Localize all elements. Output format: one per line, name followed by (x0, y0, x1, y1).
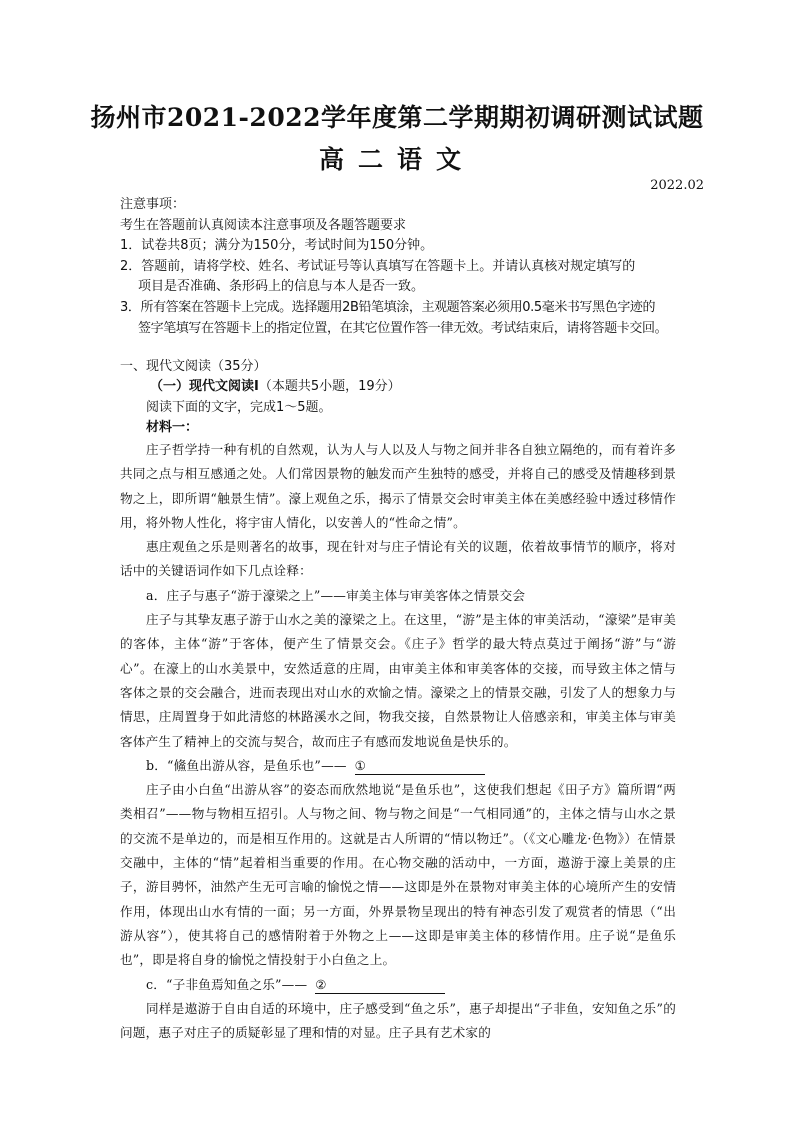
answer-blank-2: ② (315, 977, 445, 994)
notice-intro: 考生在答题前认真阅读本注意事项及各题答题要求 (120, 217, 407, 233)
sub-section-heading (150, 377, 401, 397)
passage-paragraph-2: 惠庄观鱼之乐是则著名的故事，现在针对与庄子情论有关的议题，依着故事情节的顺序，将对话中的关键语词作如下几点诠释： (120, 539, 676, 579)
exam-date: 2022.02 (650, 178, 704, 193)
exam-title: 扬州市2021-2022学年度第二学期期初调研测试试题 (90, 103, 704, 132)
passage-point-c (120, 973, 676, 997)
passage-paragraph-4: 庄子由小白鱼“出游从容”的姿态而欣然地说“是鱼乐也”，这使我们想起《田子方》篇所谓“两类相召”——物与物相互招引。人与物之间、物与物之间是“一气相同通”的，主体之情与山水之景的交流不是单边的，而是相互作用的。这就是古人所谓的“情以物迁”。（《文心雕龙·色物》）在情景交融中，主体的“情”起着相当重要的作用。在心物交融的活动中，一方面，遨游于濠上美景的庄子，游目骋怀，油然产生无可言喻的愉悦之情——这即是外在景物对审美主体的心境所产生的安情作用，体现出山水有情的一面；另一方面，外界景物呈现出的特有神态引发了观赏者的情思（“出游从容”），使其将自己的感情附着于外物之上——这即是审美主体的移情作用。庄子说“是鱼乐也”，即是将自身的愉悦之情投射于小白鱼之上。 (120, 782, 676, 968)
notice-item-2-cont: 项目是否准确、条形码上的信息与本人是否一致。 (138, 279, 425, 295)
passage-point-c-text: c．“子非鱼焉知鱼之乐”—— (146, 976, 308, 992)
reading-instruction: 阅读下面的文字，完成1～5题。 (146, 400, 332, 415)
passage-point-b-text: b．“鯈鱼出游从容，是鱼乐也”—— (146, 757, 347, 773)
sub-section-note: （本题共5小题，19分） (258, 379, 401, 394)
notice-item-2 (120, 257, 680, 298)
answer-blank-1: ① (355, 758, 485, 775)
passage-point-a: a．庄子与惠子“游于濠梁之上”——审美主体与审美客体之情景交会 (146, 587, 526, 603)
section-heading: 一、现代文阅读（35分） (120, 359, 267, 374)
material-label: 材料一： (146, 420, 199, 435)
notice-item-3-text: 3．所有答案在答题卡上完成。选择题用2B铅笔填涂，主观题答案必须用0.5毫米书写黑色字迹的 (120, 299, 656, 315)
notice-item-3 (120, 298, 680, 339)
notice-item-2-text: 2．答题前，请将学校、姓名、考试证号等认真填写在答题卡上。并请认真核对规定填写的 (120, 258, 636, 274)
passage-paragraph-3: 庄子与其挚友惠子游于山水之美的濠梁之上。在这里，“游”是主体的审美活动，“濠梁”是审美的客体，主体“游”于客体，便产生了情景交会。《庄子》哲学的最大特点莫过于阐扬“游”与“游心”。在濠上的山水美景中，安然适意的庄周，由审美主体和审美客体的交接，而导致主体之情与客体之景的交会融合，进而表现出对山水的欢愉之情。濠梁之上的情景交融，引发了人的想象力与情思，庄周置身于如此清悠的林路溪水之间，物我交接，自然景物让人倍感亲和，审美主体与审美客体产生了精神上的交流与契合，故而庄子有感而发地说鱼是快乐的。 (120, 612, 676, 749)
sub-section-title: （一）现代文阅读Ⅰ (150, 379, 259, 394)
notice-item-3-cont: 签字笔填写在答题卡上的指定位置，在其它位置作答一律无效。考试结束后，请将答题卡交回。 (138, 320, 668, 336)
passage-paragraph-1: 庄子哲学持一种有机的自然观，认为人与人以及人与物之间并非各自独立隔绝的，而有着许多共同之点与相互感通之处。人们常因景物的触发而产生独特的感受，并将自己的感受及情趣移到景物之上，即所谓“触景生情”。濠上观鱼之乐，揭示了情景交会时审美主体在美感经验中透过移情作用，将外物人性化，将宇宙人情化，以安善人的“性命之情”。 (120, 442, 676, 530)
passage-body (120, 438, 676, 1045)
notice-heading: 注意事项： (120, 197, 186, 212)
passage-paragraph-5: 同样是遨游于自由自适的环境中，庄子感受到“鱼之乐”，惠子却提出“子非鱼，安知鱼之乐”的问题，惠子对庄子的质疑彰显了理和情的对显。庄子具有艺术家的 (120, 1000, 676, 1041)
exam-subject: 高二语文 (318, 145, 475, 174)
passage-point-b (120, 754, 676, 778)
notice-item-1-text: 1．试卷共8页；满分为150分，考试时间为150分钟。 (120, 238, 434, 254)
notice-item-1 (120, 236, 680, 257)
notice-block (120, 195, 680, 339)
